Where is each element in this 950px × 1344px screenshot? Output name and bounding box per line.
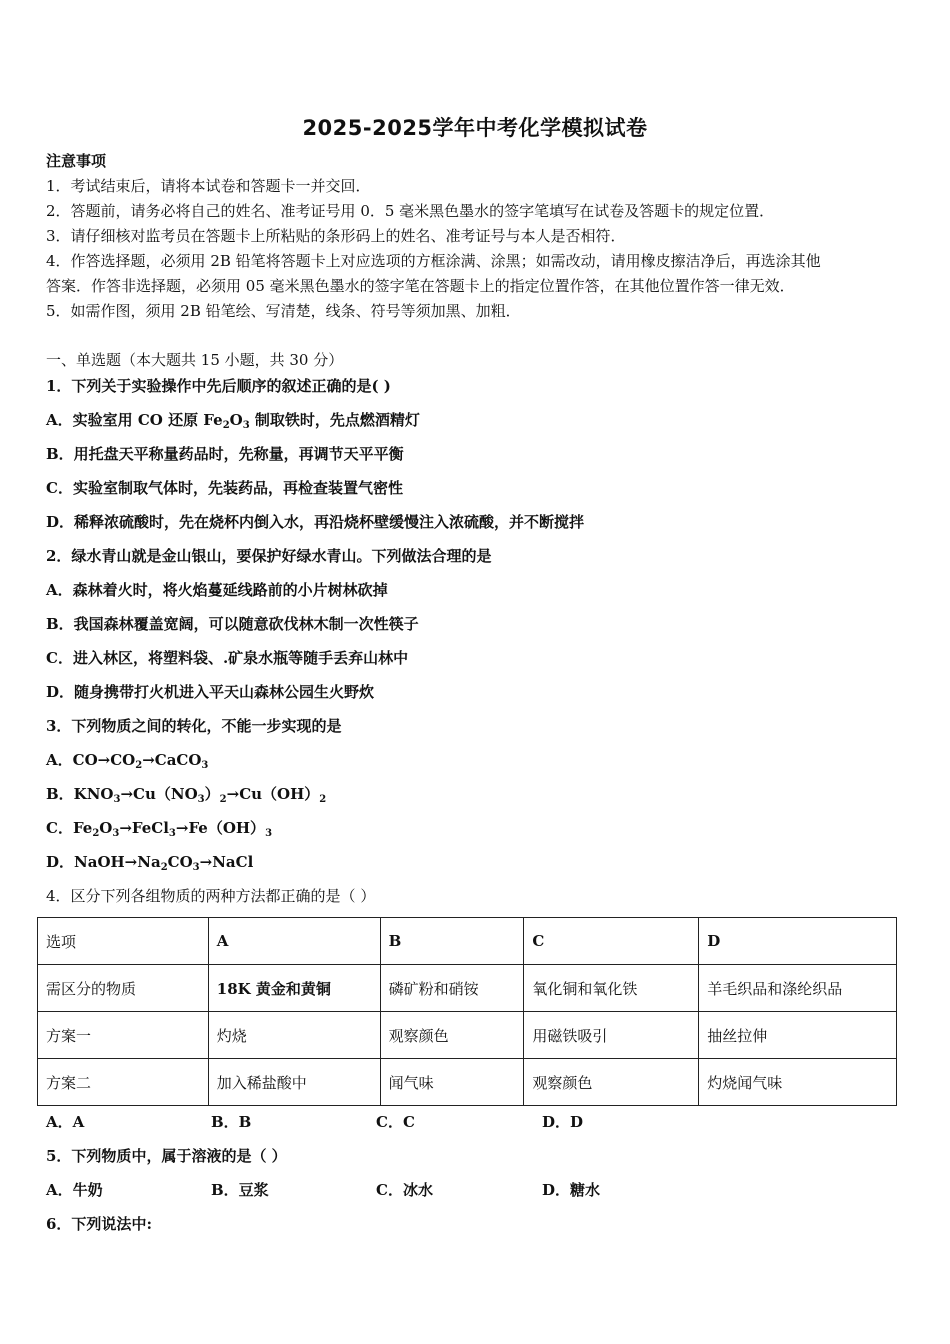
question-4-option-a: A．A — [46, 1113, 85, 1131]
question-3-option-a: A．$CO\to CO_2\to CaCO_3$ — [46, 751, 209, 771]
page-title: 2025-2025学年中考化学模拟试卷 — [302, 116, 648, 140]
table-row — [38, 1012, 897, 1059]
question-3-option-d: D．$NaOH\to Na_2CO_3\to NaCl$ — [46, 853, 254, 873]
table-cell: C — [524, 918, 699, 965]
question-2-option-d: D．随身携带打火机进入平天山森林公园生火野炊 — [46, 683, 375, 701]
table-cell: 方案一 — [38, 1012, 209, 1059]
question-5-option-c: C．冰水 — [376, 1181, 433, 1199]
table-cell: A — [208, 918, 380, 965]
table-cell: 18K 黄金和黄铜 — [208, 965, 380, 1012]
question-3-option-c: C．$Fe_2O_3\to FeCl_3\to Fe(OH)_3$ — [46, 819, 273, 839]
question-1-option-b: B．用托盘天平称量药品时，先称量，再调节天平平衡 — [46, 445, 404, 463]
table-row — [38, 965, 897, 1012]
table-cell: 观察颜色 — [524, 1059, 699, 1106]
notice-item: 1．考试结束后，请将本试卷和答题卡一并交回． — [46, 177, 371, 195]
notice-item: 5．如需作图，须用 2B 铅笔绘、写清楚，线条、符号等须加黑、加粗． — [46, 302, 521, 320]
question-3-option-b: B．$KNO_3\to Cu(NO_3)_2\to Cu(OH)_2$ — [46, 785, 327, 805]
question-2-option-b: B．我国森林覆盖宽阔，可以随意砍伐林木制一次性筷子 — [46, 615, 419, 633]
question-6-stem: 6．下列说法中: — [46, 1215, 152, 1233]
question-5-option-d: D．糖水 — [542, 1181, 601, 1199]
question-4-option-c: C．C — [376, 1113, 415, 1131]
question-1-option-c: C．实验室制取气体时，先装药品，再检查装置气密性 — [46, 479, 403, 497]
question-3-stem: 3．下列物质之间的转化，不能一步实现的是 — [46, 717, 342, 735]
table-cell: 羊毛织品和涤纶织品 — [699, 965, 897, 1012]
table-cell: 用磁铁吸引 — [524, 1012, 699, 1059]
notice-item: 4．作答选择题，必须用 2B 铅笔将答题卡上对应选项的方框涂满、涂黑；如需改动，请用橡皮擦洁净后，再选涂其他 — [46, 252, 821, 270]
question-2-option-a: A．森林着火时，将火焰蔓延线路前的小片树林砍掉 — [46, 581, 388, 599]
table-cell: 氧化铜和氧化铁 — [524, 965, 699, 1012]
table-row — [38, 918, 897, 965]
table-cell: D — [699, 918, 897, 965]
table-row — [38, 1059, 897, 1106]
notice-item: 答案．作答非选择题，必须用 05 毫米黑色墨水的签字笔在答题卡上的指定位置作答，在其他位置作答一律无效． — [46, 277, 795, 295]
table-cell: 灼烧闻气味 — [699, 1059, 897, 1106]
table-cell: 灼烧 — [208, 1012, 380, 1059]
question-5-stem: 5．下列物质中，属于溶液的是（ ） — [46, 1147, 287, 1165]
table-cell: 观察颜色 — [380, 1012, 524, 1059]
question-5-option-b: B．豆浆 — [211, 1181, 269, 1199]
section-heading: 一、单选题（本大题共 15 小题，共 30 分） — [46, 351, 344, 369]
table-cell: B — [380, 918, 524, 965]
question-4-option-b: B．B — [211, 1113, 252, 1131]
table-cell: 需区分的物质 — [38, 965, 209, 1012]
question-4-option-d: D．D — [542, 1113, 584, 1131]
table-cell: 方案二 — [38, 1059, 209, 1106]
table-cell: 抽丝拉伸 — [699, 1012, 897, 1059]
table-cell: 选项 — [38, 918, 209, 965]
question-1-stem: 1．下列关于实验操作中先后顺序的叙述正确的是( ) — [46, 377, 391, 395]
question-1-option-d: D．稀释浓硫酸时，先在烧杯内倒入水，再沿烧杯壁缓慢注入浓硫酸，并不断搅拌 — [46, 513, 585, 531]
question-1-option-a: A．实验室用 CO 还原 $Fe_2O_3$ 制取铁时，先点燃酒精灯 — [46, 411, 420, 431]
table-cell: 加入稀盐酸中 — [208, 1059, 380, 1106]
question-2-option-c: C．进入林区，将塑料袋、.矿泉水瓶等随手丢弃山林中 — [46, 649, 409, 667]
table-cell: 闻气味 — [380, 1059, 524, 1106]
table-cell: 磷矿粉和硝铵 — [380, 965, 524, 1012]
question-4-table — [37, 917, 897, 1106]
notice-heading: 注意事项 — [46, 152, 107, 170]
question-5-option-a: A．牛奶 — [46, 1181, 103, 1199]
question-2-stem: 2．绿水青山就是金山银山，要保护好绿水青山。下列做法合理的是 — [46, 547, 492, 565]
question-4-stem: 4．区分下列各组物质的两种方法都正确的是（ ） — [46, 887, 376, 905]
notice-item: 2．答题前，请务必将自己的姓名、准考证号用 0．5 毫米黑色墨水的签字笔填写在试卷及答题卡的规定位置． — [46, 202, 775, 220]
notice-item: 3．请仔细核对监考员在答题卡上所粘贴的条形码上的姓名、准考证号与本人是否相符． — [46, 227, 626, 245]
